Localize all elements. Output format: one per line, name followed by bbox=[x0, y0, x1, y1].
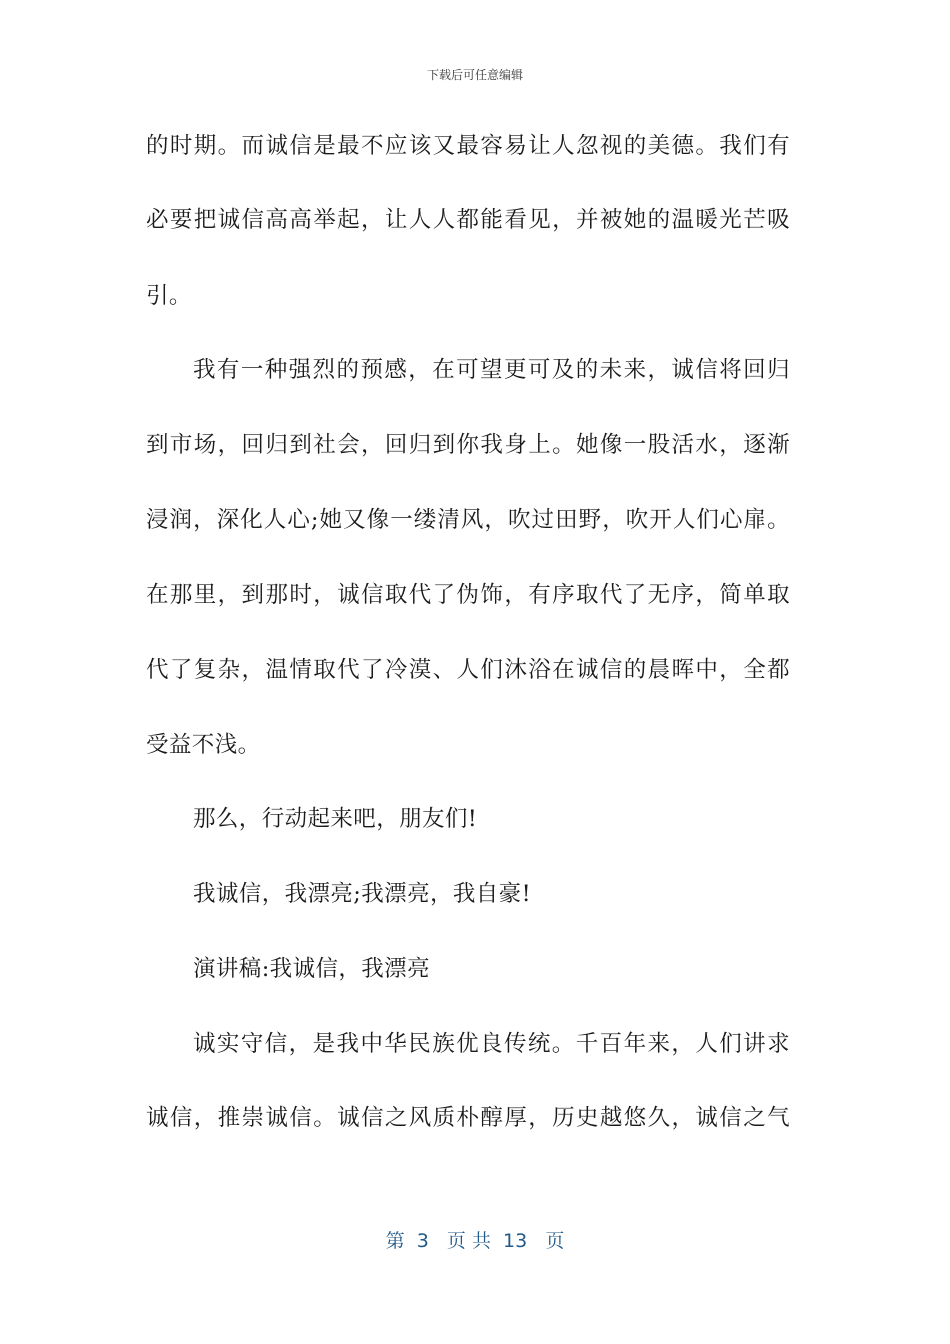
paragraph-line: 那么，行动起来吧，朋友们! bbox=[193, 806, 478, 832]
paragraph-line: 引。 bbox=[146, 283, 192, 309]
paragraph-line: 浸润，深化人心;她又像一缕清风，吹过田野，吹开人们心扉。 bbox=[146, 507, 790, 533]
paragraph-line: 我有一种强烈的预感，在可望更可及的未来，诚信将回归 bbox=[193, 357, 790, 383]
paragraph-line: 必要把诚信高高举起，让人人都能看见，并被她的温暖光芒吸 bbox=[146, 207, 790, 233]
paragraph-line: 诚实守信，是我中华民族优良传统。千百年来，人们讲求 bbox=[193, 1031, 790, 1057]
paragraph-line: 我诚信，我漂亮;我漂亮，我自豪! bbox=[193, 881, 532, 907]
paragraph-line: 受益不浅。 bbox=[146, 732, 261, 758]
paragraph-line: 诚信，推崇诚信。诚信之风质朴醇厚，历史越悠久，诚信之气 bbox=[146, 1105, 790, 1131]
paragraph-line: 的时期。而诚信是最不应该又最容易让人忽视的美德。我们有 bbox=[146, 133, 790, 159]
page-header: 下载后可任意编辑 bbox=[426, 68, 523, 82]
paragraph-line: 在那里，到那时，诚信取代了伪饰，有序取代了无序，简单取 bbox=[146, 582, 790, 608]
page-number: 第 3 页 共 13 页 bbox=[385, 1230, 565, 1252]
paragraph-line: 到市场，回归到社会，回归到你我身上。她像一股活水，逐渐 bbox=[146, 432, 790, 458]
section-heading: 演讲稿:我诚信，我漂亮 bbox=[193, 956, 430, 982]
paragraph-line: 代了复杂，温情取代了冷漠、人们沐浴在诚信的晨晖中，全都 bbox=[146, 657, 790, 683]
